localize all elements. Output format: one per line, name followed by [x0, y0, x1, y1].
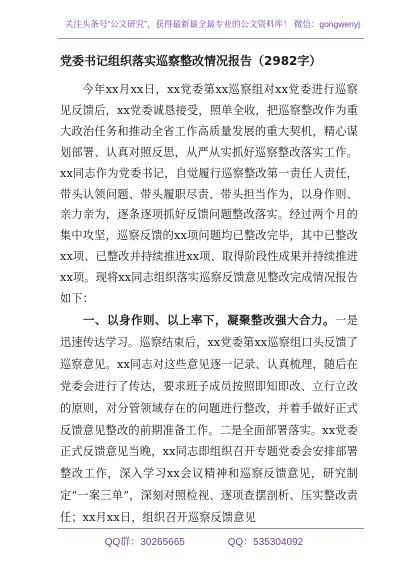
- footer: [0, 533, 408, 548]
- header-divider: [58, 38, 364, 39]
- document-title: 党委书记组织落实巡察整改情况报告（2982字）: [60, 54, 322, 68]
- body-paragraph: 今年xx月xx日，xx党委第xx巡察组对xx党委进行巡察见反馈后，xx党委诚恳接受，照单全收，把巡察整改作为重大政治任务和推动全省工作高质量发展的重大契机，精心谋划部署、认真对照反思，从严从实抓好巡察整改落实工作。xx同志作为党委书记，自觉履行巡察整改第一责任人责任，带头认领问题、带头履职尽责、带头担当作为，以身作则、亲力亲为，逐条逐项抓好反馈问题整改落实。经过两个月的集中攻坚，巡察反馈的xx项问题均已整改完毕，其中已整改xx项、已整改并持续推进xx项、取得阶段性成果并持续推进xx项。现将xx同志组织落实巡察反馈意见整改完成情况报告如下：: [60, 83, 358, 306]
- header-note: 关注头条号“公文研究”，获得最新最全最专业的公文资料库！ 微信：gongwenyj: [64, 19, 360, 29]
- footer-divider: [58, 528, 364, 529]
- footer-qq-group: QQ群：30265665: [104, 537, 185, 548]
- section-text: 一是迅速传达学习。巡察结束后，xx党委第xx巡察组口头反馈了巡察意见。xx同志对这些意见逐一记录、认真梳理，随后在党委会进行了传达，要求班子成员按照即知即改、立行立改的原则，对分管领域存在的问题进行整改，并着手做好正式反馈意见整改的前期准备工作。二是全面部署落实。xx党委正式反馈意见当晚，xx同志即组织召开专题党委会安排部署整改工作，深入学习xx会议精神和巡察反馈意见，研究制定“一案三单”，深刻对照检视、逐项查摆剖析、压实整改责任；xx月xx日，组织召开巡察反馈意见: [60, 313, 358, 525]
- footer-qq: QQ：535304092: [227, 537, 304, 548]
- document-body: [60, 80, 358, 529]
- section-paragraph: [60, 310, 358, 529]
- section-heading: 一、以身作则、以上率下，凝聚整改强大合力。: [83, 312, 335, 327]
